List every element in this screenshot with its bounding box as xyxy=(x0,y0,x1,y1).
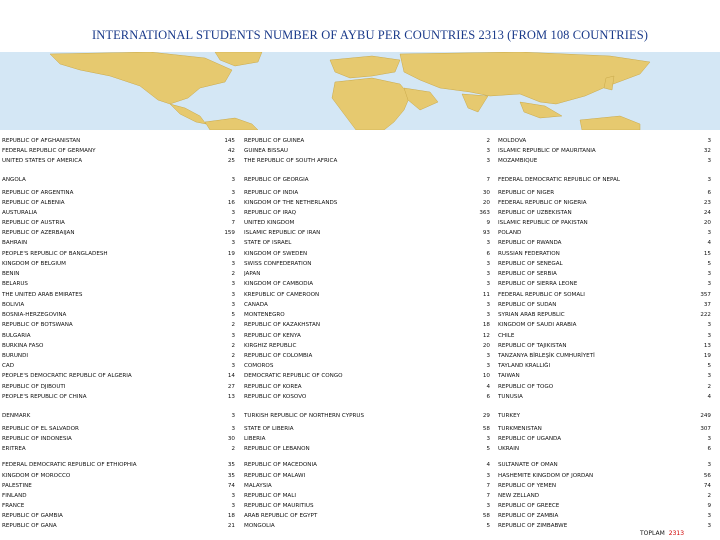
country-name: FINLAND xyxy=(2,493,27,499)
country-name: STATE OF LIBERIA xyxy=(244,426,294,432)
table-row xyxy=(0,383,720,392)
country-name: REPUBLIC OF GUINEA xyxy=(244,138,305,144)
student-count: 3 xyxy=(486,158,490,164)
student-count: 2 xyxy=(707,493,711,499)
student-count: 74 xyxy=(227,483,235,489)
country-name: AUSTURALIA xyxy=(2,210,38,216)
country-name: STATE OF ISRAEL xyxy=(244,240,292,246)
student-count: 357 xyxy=(700,292,711,298)
country-name: REPUBLIC OF LEBANON xyxy=(244,446,310,452)
table-row xyxy=(0,412,720,421)
country-name: MOLDOVA xyxy=(498,138,527,144)
student-count: 93 xyxy=(482,230,490,236)
student-count: 56 xyxy=(703,473,711,479)
student-count: 3 xyxy=(707,462,711,468)
student-count: 3 xyxy=(707,271,711,277)
student-count: 3 xyxy=(486,261,490,267)
country-name: HASHEMITE KINGDOM OF JORDAN xyxy=(498,473,594,479)
country-name: ISLAMIC REPUBLIC OF IRAN xyxy=(244,230,321,236)
student-count: 37 xyxy=(703,302,711,308)
page-title: INTERNATIONAL STUDENTS NUMBER OF AYBU PER COUNTRIES 2313 (FROM 108 COUNTRIES) xyxy=(91,28,649,42)
country-name: REPUBLIC OF RWANDA xyxy=(498,240,562,246)
country-name: PALESTINE xyxy=(2,483,32,489)
table-row xyxy=(0,291,720,300)
student-count: 4 xyxy=(486,462,490,468)
student-count: 19 xyxy=(227,251,235,257)
country-name: KINGDOM OF SAUDI ARABIA xyxy=(498,322,577,328)
country-name: KINGDOM OF MOROCCO xyxy=(2,473,71,479)
student-count: 7 xyxy=(486,483,490,489)
table-row xyxy=(0,522,720,531)
student-count: 5 xyxy=(707,261,711,267)
country-name: TANZANYA BİRLEŞİK CUMHURİYETİ xyxy=(498,353,595,359)
student-count: 3 xyxy=(231,363,235,369)
student-count: 3 xyxy=(231,190,235,196)
student-count: 3 xyxy=(231,177,235,183)
country-name: REPUBLIC OF AUSTRIA xyxy=(2,220,65,226)
country-name: UNITED STATES OF AMERICA xyxy=(2,158,83,164)
country-name: THE UNITED ARAB EMIRATES xyxy=(2,292,83,298)
table-row xyxy=(0,219,720,228)
student-count: 20 xyxy=(482,200,490,206)
student-count: 3 xyxy=(707,281,711,287)
student-count: 27 xyxy=(227,384,235,390)
country-name: REPUBLIC OF IRAQ xyxy=(244,210,297,216)
country-name: REPUBLIC OF KOSOVO xyxy=(244,394,307,400)
country-name: REPUBLIC OF GREECE xyxy=(498,503,560,509)
student-count: 3 xyxy=(231,292,235,298)
table-row xyxy=(0,270,720,279)
student-count: 3 xyxy=(707,373,711,379)
country-name: KIRGHIZ REPUBLIC xyxy=(244,343,297,349)
student-count: 42 xyxy=(227,148,235,154)
student-count: 3 xyxy=(231,302,235,308)
table-row xyxy=(0,311,720,320)
country-name: TURKEY xyxy=(498,413,521,419)
country-name: PEOPLE'S REPUBLIC OF CHINA xyxy=(2,394,87,400)
student-count: 6 xyxy=(486,394,490,400)
student-count: 3 xyxy=(486,281,490,287)
country-name: REPUBLIC OF GEORGIA xyxy=(244,177,309,183)
country-name: TUNUSIA xyxy=(498,394,523,400)
student-count: 18 xyxy=(482,322,490,328)
student-count: 3 xyxy=(707,158,711,164)
country-name: ISLAMIC REPUBLIC OF MAURITANIA xyxy=(498,148,596,154)
table-row xyxy=(0,425,720,434)
country-name: REPUBLIC OF DJIBOUTI xyxy=(2,384,66,390)
country-name: REPUBLIC OF AFGHANISTAN xyxy=(2,138,81,144)
country-name: BURKINA FASO xyxy=(2,343,44,349)
country-name: FEDERAL REPUBLIC OF NIGERIA xyxy=(498,200,587,206)
student-count: 3 xyxy=(486,436,490,442)
table-row xyxy=(0,332,720,341)
country-name: REPUBLIC OF MACEDONIA xyxy=(244,462,317,468)
country-name: REPUBLIC OF INDONESIA xyxy=(2,436,72,442)
student-count: 3 xyxy=(707,138,711,144)
student-count: 3 xyxy=(486,363,490,369)
country-name: PEOPLE'S REPUBLIC OF BANGLADESH xyxy=(2,251,108,257)
student-count: 21 xyxy=(227,523,235,529)
student-count: 3 xyxy=(231,503,235,509)
student-count: 3 xyxy=(231,281,235,287)
student-count: 7 xyxy=(486,493,490,499)
country-name: MONTENEGRO xyxy=(244,312,285,318)
student-count: 5 xyxy=(231,312,235,318)
country-name: UKRAIN xyxy=(498,446,520,452)
student-count: 15 xyxy=(703,251,711,257)
student-count: 9 xyxy=(486,220,490,226)
student-count: 3 xyxy=(231,333,235,339)
country-name: MONGOLIA xyxy=(244,523,275,529)
student-count: 13 xyxy=(703,343,711,349)
table-row xyxy=(0,435,720,444)
student-count: 2 xyxy=(486,138,490,144)
country-name: REPUBLIC OF ARGENTINA xyxy=(2,190,74,196)
table-row xyxy=(0,393,720,402)
country-name: FEDERAL REPUBLIC OF SOMALI xyxy=(498,292,585,298)
student-count: 3 xyxy=(486,148,490,154)
country-name: CANADA xyxy=(244,302,268,308)
student-count: 3 xyxy=(486,240,490,246)
country-name: REPUBLIC OF COLOMBIA xyxy=(244,353,313,359)
country-name: REPUBLIC OF TAJIKISTAN xyxy=(498,343,567,349)
table-row xyxy=(0,372,720,381)
total-row xyxy=(640,530,684,537)
student-count: 74 xyxy=(703,483,711,489)
country-name: KREPUBLIC OF CAMEROON xyxy=(244,292,320,298)
table-row xyxy=(0,147,720,156)
table-row xyxy=(0,199,720,208)
student-count: 11 xyxy=(482,292,490,298)
student-count: 6 xyxy=(707,190,711,196)
student-count: 3 xyxy=(707,177,711,183)
student-count: 3 xyxy=(486,353,490,359)
country-name: RUSSIAN FEDERATION xyxy=(498,251,560,257)
country-name: REPUBLIC OF UZBEKISTAN xyxy=(498,210,572,216)
student-count: 3 xyxy=(707,333,711,339)
student-count: 12 xyxy=(482,333,490,339)
country-name: REPUBLIC OF GAMBIA xyxy=(2,513,63,519)
student-count: 3 xyxy=(486,473,490,479)
country-name: JAPAN xyxy=(244,271,261,277)
country-name: REPUBLIC OF UGANDA xyxy=(498,436,562,442)
country-name: BAHRAIN xyxy=(2,240,28,246)
student-count: 16 xyxy=(227,200,235,206)
country-name: ARAB REPUBLIC OF EGYPT xyxy=(244,513,318,519)
country-name: REPUBLIC OF GANA xyxy=(2,523,57,529)
table-row xyxy=(0,461,720,470)
country-name: REPUBLIC OF INDIA xyxy=(244,190,299,196)
student-count: 24 xyxy=(703,210,711,216)
student-count: 222 xyxy=(700,312,711,318)
country-name: REPUBLIC OF YEMEN xyxy=(498,483,557,489)
country-name: BOLIVIA xyxy=(2,302,25,308)
total-label: TOPLAM xyxy=(640,530,665,537)
country-name: CAD xyxy=(2,363,15,369)
student-count: 3 xyxy=(231,210,235,216)
table-row xyxy=(0,250,720,259)
student-count: 23 xyxy=(703,200,711,206)
country-name: REPUBLIC OF KENYA xyxy=(244,333,301,339)
country-name: REPUBLIC OF ZIMBABWE xyxy=(498,523,568,529)
student-count: 2 xyxy=(231,271,235,277)
table-row xyxy=(0,472,720,481)
country-name: NEW ZELLAND xyxy=(498,493,540,499)
country-name: BENIN xyxy=(2,271,20,277)
student-count: 3 xyxy=(707,513,711,519)
country-name: REPUBLIC OF KAZAKHSTAN xyxy=(244,322,321,328)
student-count: 2 xyxy=(231,343,235,349)
student-count: 29 xyxy=(482,413,490,419)
country-name: DEMOCRATIC REPUBLIC OF CONGO xyxy=(244,373,343,379)
country-name: FEDERAL REPUBLIC OF GERMANY xyxy=(2,148,96,154)
country-name: CHILE xyxy=(498,333,515,339)
table-row xyxy=(0,189,720,198)
student-count: 2 xyxy=(231,322,235,328)
student-count: 7 xyxy=(486,177,490,183)
country-name: LIBERIA xyxy=(244,436,266,442)
student-count: 9 xyxy=(707,503,711,509)
student-count: 18 xyxy=(227,513,235,519)
country-name: BURUNDI xyxy=(2,353,29,359)
student-count: 3 xyxy=(231,493,235,499)
student-count: 35 xyxy=(227,462,235,468)
country-name: REPUBLIC OF MALI xyxy=(244,493,296,499)
table-row xyxy=(0,482,720,491)
country-name: ANGOLA xyxy=(2,177,26,183)
student-count: 3 xyxy=(707,230,711,236)
country-name: TAIWAN xyxy=(498,373,520,379)
table-row xyxy=(0,445,720,454)
table-row xyxy=(0,137,720,146)
country-name: UNITED KINGDOM xyxy=(244,220,295,226)
table-row xyxy=(0,209,720,218)
student-count: 5 xyxy=(707,363,711,369)
country-name: REPUBLIC OF SERBIA xyxy=(498,271,557,277)
student-count: 3 xyxy=(486,312,490,318)
student-count: 249 xyxy=(700,413,711,419)
student-count: 3 xyxy=(231,413,235,419)
country-name: REPUBLIC OF MALAWI xyxy=(244,473,306,479)
country-name: TAYLAND KRALLIĞI xyxy=(498,363,551,369)
student-count: 3 xyxy=(486,302,490,308)
table-row xyxy=(0,321,720,330)
student-count: 20 xyxy=(703,220,711,226)
country-name: REPUBLIC OF KOREA xyxy=(244,384,302,390)
country-name: SYRIAN ARAB REPUBLIC xyxy=(498,312,565,318)
country-name: THE REPUBLIC OF SOUTH AFRICA xyxy=(244,158,338,164)
student-count: 3 xyxy=(486,503,490,509)
country-name: BULGARIA xyxy=(2,333,31,339)
student-count: 4 xyxy=(707,394,711,400)
country-name: SULTANATE OF OMAN xyxy=(498,462,558,468)
table-row xyxy=(0,157,720,166)
country-name: REPUBLIC OF SUDAN xyxy=(498,302,557,308)
country-name: FEDERAL DEMOCRATIC REPUBLIC OF NEPAL xyxy=(498,177,621,183)
country-name: REPUBLIC OF ZAMBIA xyxy=(498,513,559,519)
student-count: 5 xyxy=(486,523,490,529)
student-count: 5 xyxy=(486,446,490,452)
table-row xyxy=(0,512,720,521)
student-count: 20 xyxy=(482,343,490,349)
country-name: REPUBLIC OF SIERRA LEONE xyxy=(498,281,578,287)
student-count: 363 xyxy=(479,210,490,216)
student-count: 6 xyxy=(486,251,490,257)
student-count: 2 xyxy=(231,446,235,452)
country-name: MOZAMBIQUE xyxy=(498,158,538,164)
student-count: 3 xyxy=(707,523,711,529)
table-row xyxy=(0,280,720,289)
country-name: KINGDOM OF BELGIUM xyxy=(2,261,66,267)
country-name: REPUBLIC OF MAURITIUS xyxy=(244,503,314,509)
country-name: FRANCE xyxy=(2,503,25,509)
student-count: 58 xyxy=(482,426,490,432)
country-name: COMOROS xyxy=(244,363,274,369)
student-count: 10 xyxy=(482,373,490,379)
table-row xyxy=(0,239,720,248)
student-count: 4 xyxy=(707,240,711,246)
table-row xyxy=(0,229,720,238)
country-name: REPUBLIC OF EL SALVADOR xyxy=(2,426,79,432)
table-row xyxy=(0,502,720,511)
table-row xyxy=(0,301,720,310)
student-count: 145 xyxy=(224,138,235,144)
student-count: 2 xyxy=(231,353,235,359)
student-count: 159 xyxy=(224,230,235,236)
table-row xyxy=(0,352,720,361)
country-name: DENMARK xyxy=(2,413,31,419)
country-name: SWISS CONFEDERATION xyxy=(244,261,312,267)
country-name: ISLAMIC REPUBLIC OF PAKISTAN xyxy=(498,220,588,226)
country-name: TURKISH REPUBLIC OF NORTHERN CYPRUS xyxy=(244,413,365,419)
student-count: 307 xyxy=(700,426,711,432)
student-count: 35 xyxy=(227,473,235,479)
student-count: 3 xyxy=(707,322,711,328)
table-row xyxy=(0,362,720,371)
total-value: 2313 xyxy=(668,530,685,537)
table-row xyxy=(0,492,720,501)
student-count: 19 xyxy=(703,353,711,359)
country-name: ERITREA xyxy=(2,446,26,452)
student-count: 4 xyxy=(486,384,490,390)
country-name: KINGDOM OF SWEDEN xyxy=(244,251,308,257)
student-count: 3 xyxy=(231,240,235,246)
student-count: 3 xyxy=(707,436,711,442)
student-count: 3 xyxy=(486,271,490,277)
student-count: 25 xyxy=(227,158,235,164)
country-name: POLAND xyxy=(498,230,522,236)
country-name: TURKMENISTAN xyxy=(498,426,542,432)
country-name: KINGDOM OF CAMBODIA xyxy=(244,281,314,287)
country-name: REPUBLIC OF TOGO xyxy=(498,384,554,390)
student-count: 14 xyxy=(227,373,235,379)
country-name: REPUBLIC OF BOTSWANA xyxy=(2,322,73,328)
country-name: REPUBLIC OF AZERBAIJAN xyxy=(2,230,75,236)
table-row xyxy=(0,342,720,351)
country-name: REPUBLIC OF ALBENIA xyxy=(2,200,65,206)
student-count: 7 xyxy=(231,220,235,226)
country-name: KINGDOM OF THE NETHERLANDS xyxy=(244,200,338,206)
student-count: 58 xyxy=(482,513,490,519)
table-row xyxy=(0,260,720,269)
student-count: 13 xyxy=(227,394,235,400)
country-name: FEDERAL DEMOCRATIC REPUBLIC OF ETHIOPHIA xyxy=(2,462,137,468)
table-row xyxy=(0,176,720,185)
country-name: REPUBLIC OF NIGER xyxy=(498,190,555,196)
country-name: REPUBLIC OF SENEGAL xyxy=(498,261,563,267)
country-name: GUINEA BISSAU xyxy=(244,148,289,154)
country-name: PEOPLE'S DEMOCRATIC REPUBLIC OF ALGERIA xyxy=(2,373,132,379)
student-count: 3 xyxy=(231,426,235,432)
student-count: 3 xyxy=(231,261,235,267)
student-count: 30 xyxy=(227,436,235,442)
student-count: 30 xyxy=(482,190,490,196)
student-count: 32 xyxy=(703,148,711,154)
country-name: BOSNIA-HERZEGOVINA xyxy=(2,312,67,318)
country-name: MALAYSIA xyxy=(244,483,272,489)
student-count: 2 xyxy=(707,384,711,390)
country-name: BELARUS xyxy=(2,281,28,287)
student-count: 6 xyxy=(707,446,711,452)
